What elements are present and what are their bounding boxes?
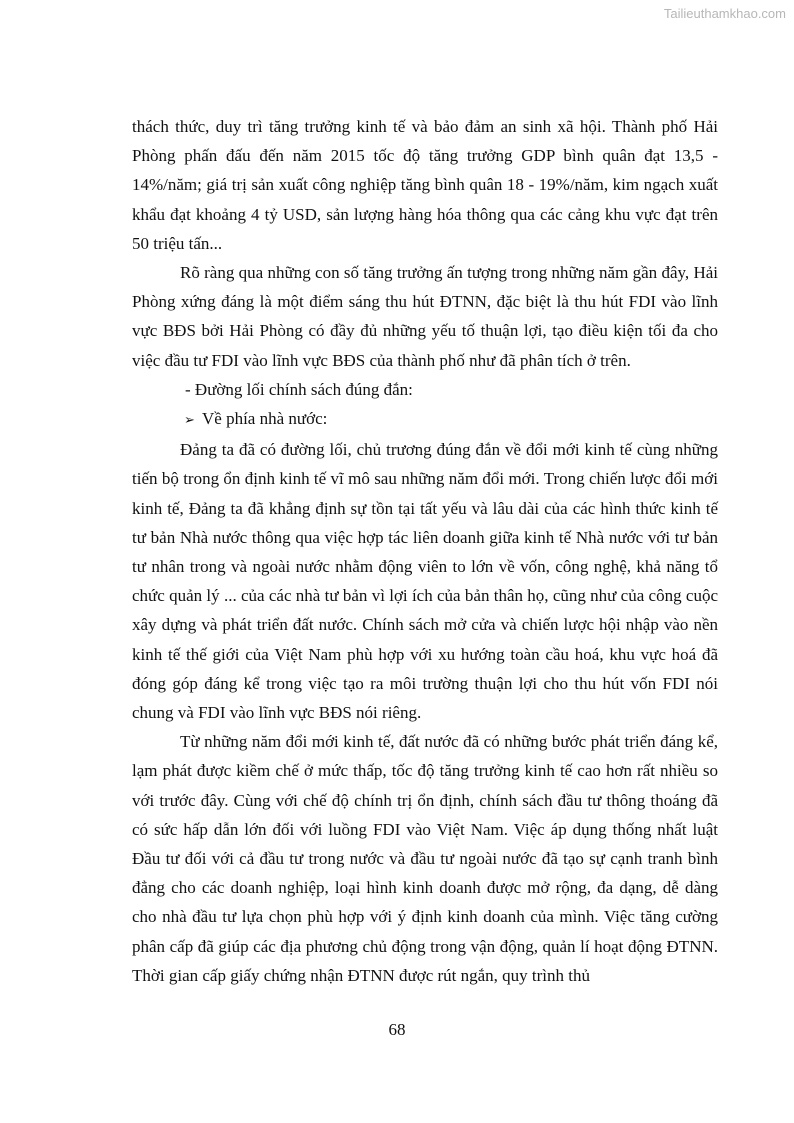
arrow-bullet-icon: ➢ xyxy=(184,413,195,429)
policy-heading: - Đường lối chính sách đúng đắn: xyxy=(185,379,413,399)
document-body xyxy=(132,112,718,990)
paragraph-1: thách thức, duy trì tăng trưởng kinh tế và bảo đảm an sinh xã hội. Thành phố Hải Phòng phấn đấu đến năm 2015 tốc độ tăng trưởng GDP bình quân đạt 13,5 - 14%/năm; giá trị sản xuất công nghiệp tăng bình quân 18 - 19%/năm, kim ngạch xuất khẩu đạt khoảng 4 tỷ USD, sản lượng hàng hóa thông qua các cảng khu vực đạt trên 50 triệu tấn... xyxy=(132,117,718,253)
paragraph-2: Rõ ràng qua những con số tăng trưởng ấn tượng trong những năm gần đây, Hải Phòng xứng đáng là một điểm sáng thu hút ĐTNN, đặc biệt là thu hút FDI vào lĩnh vực BĐS bởi Hải Phòng có đầy đủ những yếu tố thuận lợi, tạo điều kiện tối đa cho việc đầu tư FDI vào lĩnh vực BĐS của thành phố như đã phân tích ở trên. xyxy=(132,263,718,370)
paragraph-3: Đảng ta đã có đường lối, chủ trương đúng đắn về đổi mới kinh tế cùng những tiến bộ trong ổn định kinh tế vĩ mô sau những năm đổi mới. Trong chiến lược đổi mới kinh tế, Đảng ta đã khẳng định sự tồn tại tất yếu và lâu dài của các hình thức kinh tế tư bản Nhà nước thông qua việc hợp tác liên doanh giữa kinh tế Nhà nước với tư bản tư nhân trong và ngoài nước nhằm động viên to lớn về vốn, công nghệ, khả năng tổ chức quản lý ... của các nhà tư bản vì lợi ích của bản thân họ, cũng như của công cuộc xây dựng và phát triển đất nước. Chính sách mở cửa và chiến lược hội nhập vào nền kinh tế thế giới của Việt Nam phù hợp với xu hướng toàn cầu hoá, khu vực hoá đã đóng góp đáng kể trong việc tạo ra môi trường thuận lợi cho thu hút vốn FDI nói chung và FDI vào lĩnh vực BĐS nói riêng. xyxy=(132,440,718,723)
state-side-label: Về phía nhà nước: xyxy=(202,409,328,429)
watermark: Tailieuthamkhao.com xyxy=(663,6,786,21)
paragraph-4: Từ những năm đổi mới kinh tế, đất nước đã có những bước phát triển đáng kể, lạm phát được kiềm chế ở mức thấp, tốc độ tăng trưởng kinh tế cao hơn rất nhiều so với trước đây. Cùng với chế độ chính trị ổn định, chính sách đầu tư thông thoáng đã có sức hấp dẫn lớn đối với luồng FDI vào Việt Nam. Việc áp dụng thống nhất luật Đầu tư đối với cả đầu tư trong nước và đầu tư ngoài nước đã tạo sự cạnh tranh bình đẳng cho các doanh nghiệp, loại hình kinh doanh được mở rộng, đa dạng, dễ dàng cho nhà đầu tư lựa chọn phù hợp với ý định kinh doanh của mình. Việc tăng cường phân cấp đã giúp các địa phương chủ động trong vận động, quản lí hoạt động ĐTNN. Thời gian cấp giấy chứng nhận ĐTNN được rút ngắn, quy trình thủ xyxy=(132,732,718,985)
page-number: 68 xyxy=(388,1020,406,1039)
state-side-bullet xyxy=(132,404,718,435)
